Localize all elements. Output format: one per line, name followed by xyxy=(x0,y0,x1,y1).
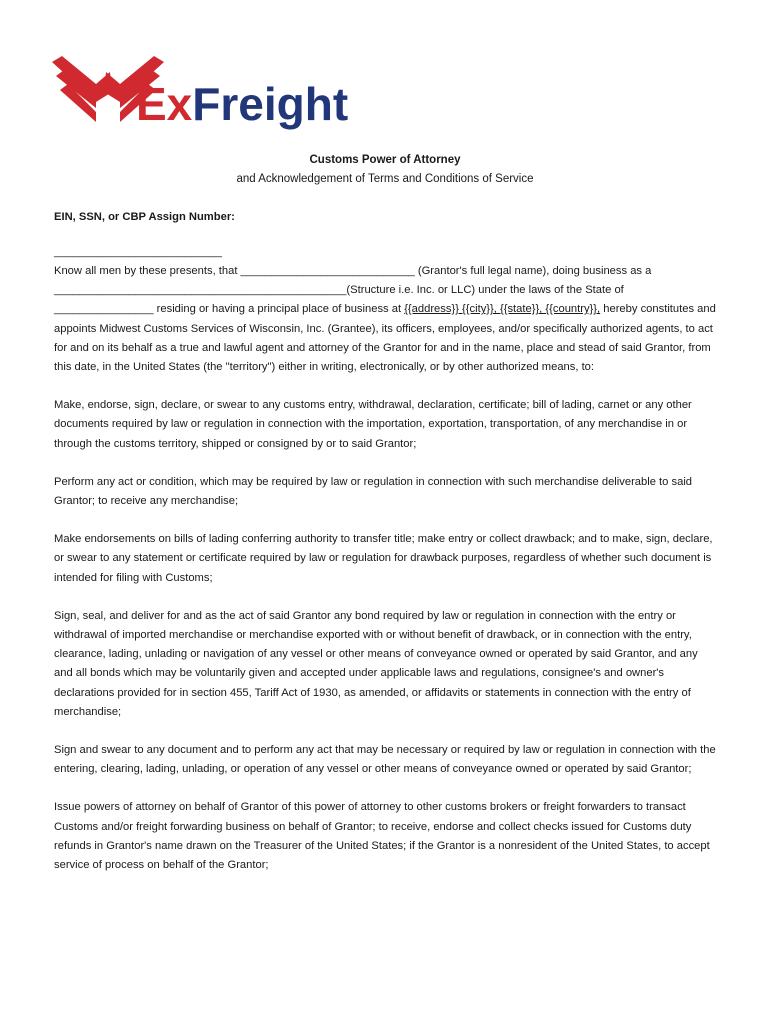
clause-paragraph: Perform any act or condition, which may be required by law or regulation in connection with such merchandise deliverable to said Grantor; to receive any merchandise; xyxy=(54,475,693,508)
exfreight-logo xyxy=(52,54,352,134)
clause-paragraph: Make, endorse, sign, declare, or swear to any customs entry, withdrawal, declaration, certificate; bill of lading, carnet or any other documents required by law or regulation in connection with the importation, exportation, transportation, of any merchandise in or through the customs territory, shipped or consigned by or to said Grantor; xyxy=(54,399,692,450)
clause-paragraph: Issue powers of attorney on behalf of Grantor of this power of attorney to other customs brokers or freight forwarders to transact Customs and/or freight forwarding business on behalf of Grantor; to receive, endorse and collect checks issued for Customs duty refunds in Grantor's name drawn on the Treasurer of the United States; if the Grantor is a nonresident of the United States, to accept service of process on behalf of the Grantor; xyxy=(54,801,710,872)
address-field[interactable]: {{address}} {{city}}, {{state}}, {{country}}, xyxy=(404,303,601,316)
intro-line-3: ________________ residing or having a principal place of business at xyxy=(54,303,402,316)
ein-label: EIN, SSN, or CBP Assign Number: xyxy=(54,211,235,223)
document-body xyxy=(54,208,719,875)
logo-wings-icon xyxy=(52,54,352,134)
ein-blank-field[interactable]: ___________________________ xyxy=(54,246,222,258)
intro-line-4: hereby constitutes and appoints Midwest Customs Services of Wisconsin, Inc. (Grantee), its officers, employees, and/or specifically authorized agents, to act for and on its behalf as a true and lawful agent and attorney of the Grantor for and in the name, place and stead of said Grantor, from this date, in the United States (the "territory") either in writing, electronically, or by other authorized means, to: xyxy=(54,303,716,374)
title-block xyxy=(0,152,770,187)
intro-line-1: Know all men by these presents, that ____________________________ (Grantor's full legal name), doing business as a xyxy=(54,265,652,277)
document-subtitle: and Acknowledgement of Terms and Conditions of Service xyxy=(236,173,534,185)
clause-paragraph: Sign, seal, and deliver for and as the act of said Grantor any bond required by law or regulation in connection with the entry or withdrawal of imported merchandise or merchandise exported with or without benefit of drawback, or in connection with the entry, clearance, lading, unlading or navigation of any vessel or other means of conveyance owned or operated by said Grantor, and any and all bonds which may be voluntarily given and accepted under applicable laws and regulations, consignee's and owner's declarations provided for in section 455, Tariff Act of 1930, as amended, or affidavits or statements in connection with the entry of merchandise; xyxy=(54,609,698,718)
clause-paragraph: Make endorsements on bills of lading conferring authority to transfer title; make entry or collect drawback; and to make, sign, declare, or swear to any statement or certificate required by law or regulation for drawback purposes, regardless of whether such document is intended for filing with Customs; xyxy=(54,533,713,584)
intro-line-2: _______________________________________________(Structure i.e. Inc. or LLC) under the laws of the State of xyxy=(54,284,624,297)
intro-paragraph xyxy=(54,262,719,377)
logo-brand-text: ExFreight xyxy=(136,78,349,130)
document-title: Customs Power of Attorney xyxy=(309,154,461,166)
clause-paragraph: Sign and swear to any document and to perform any act that may be necessary or required by law or regulation in connection with the entering, clearing, lading, unlading, or operation of any vessel or other means of conveyance owned or operated by said Grantor; xyxy=(54,744,716,776)
